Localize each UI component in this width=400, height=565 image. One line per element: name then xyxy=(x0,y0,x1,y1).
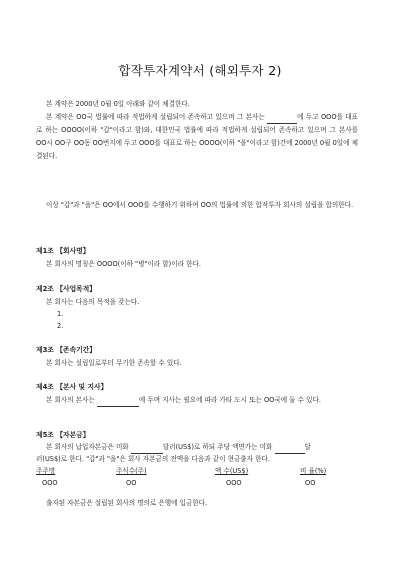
document-title: 합작투자계약서 (해외투자 2) xyxy=(118,63,282,78)
article-4-body xyxy=(36,394,358,407)
article-5-text-start: 본 회사의 납입자본금은 미화 xyxy=(46,443,129,451)
blank-headquarters-location xyxy=(267,114,297,124)
table-header-ratio: 비 율(%) xyxy=(300,467,327,475)
article-2-item-2: 2. xyxy=(57,322,64,330)
article-5-text-end: 달 xyxy=(304,443,311,451)
preamble-line-1: 본 계약은 2000년 0월 0일 아래와 같이 체결한다. xyxy=(46,100,190,108)
table-cell-amount: OOO xyxy=(226,479,242,487)
table-cell-ratio: OO xyxy=(305,479,316,487)
table-cell-shares: OO xyxy=(126,479,137,487)
table-header-amount: 액 수(US$) xyxy=(215,467,249,475)
table-cell-shareholder: OOO xyxy=(42,479,58,487)
preamble-text-start: 본 계약은 OO국 법률에 따라 적법하게 설립되어 존속하고 있으며 그 본사는 xyxy=(46,113,265,121)
article-4-text-start: 본 회사의 본사는 xyxy=(46,396,95,404)
article-2-item-1: 1. xyxy=(57,310,64,318)
article-1-heading: 제1조 【회사명】 xyxy=(36,247,90,255)
blank-main-office-location xyxy=(97,397,139,407)
intro-paragraph: 이상 "갑"과 "을"은 OO에서 OOO를 수행하기 위하여 OO의 법률에 의한 합작투자 회사의 설립을 합의한다. xyxy=(46,201,354,209)
article-2-body: 본 회사는 다음의 목적을 갖는다. xyxy=(46,298,140,306)
article-4-text-end: 에 두며 지사는 필요에 따라 가타 도시 또는 OO국에 둘 수 있다. xyxy=(138,396,321,404)
article-3-body: 본 회사는 설립일로부터 무기한 존속할 수 있다. xyxy=(46,359,182,367)
article-5-text-mid: 달러(US$)로 하되 주당 액면가는 미화 xyxy=(162,443,273,451)
article-5-closing: 출자된 자본금은 설립된 회사의 명의로 은행에 입금한다. xyxy=(46,499,208,507)
article-5-line-2: 러(US$)로 한다. "갑"과 "을"은 회사 자본금의 전액을 다음과 같이 현금출자 한다. xyxy=(36,455,270,463)
article-2-heading: 제2조 【사업목적】 xyxy=(36,285,97,293)
table-header-shareholder: 주주명 xyxy=(36,467,56,475)
article-1-body: 본 회사의 명칭은 OOOO(이하 "병"이라 함)이라 한다. xyxy=(46,260,201,268)
table-header-shares: 주식수(주) xyxy=(116,467,147,475)
article-5-heading: 제5조 【자본금】 xyxy=(36,431,90,439)
preamble-text-rest: 에 두고 OOO를 대표로 하는 OOOO(이하 "갑"이라고 함)와, 대한민국 법률에 따라 적법하게 설립되어 존속하고 있으며 그 본사를 OO시 OO구 OO동 OO번지에 두고 OOO를 대표로 하는 OOOO(이하 "을"이라고 함)간에 2000년 0월 0일에 체결된다. xyxy=(36,113,358,160)
article-4-heading: 제4조 【본사 및 지사】 xyxy=(36,383,108,391)
preamble-paragraph xyxy=(36,111,358,163)
article-3-heading: 제3조 【존속기간】 xyxy=(36,346,97,354)
